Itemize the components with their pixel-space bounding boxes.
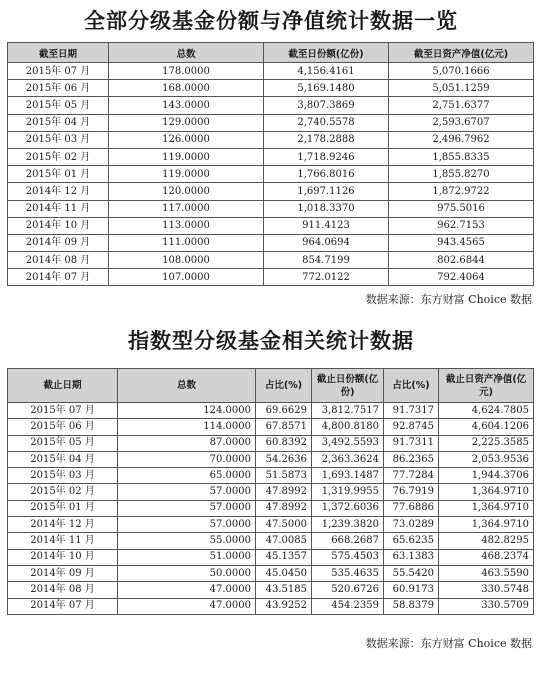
cell-nav: 2,053.9536 (439, 451, 534, 467)
header-count: 总数 (118, 369, 256, 403)
table-row (8, 148, 534, 165)
table-row (8, 183, 534, 200)
cell-count-ratio: 54.2636 (256, 451, 312, 467)
cell-nav: 2,496.7962 (389, 131, 534, 148)
cell-count: 57.0000 (118, 500, 256, 516)
cell-count: 87.0000 (118, 435, 256, 451)
cell-share: 854.7199 (264, 252, 389, 269)
fund-share-nav-table (7, 42, 534, 286)
table-row (8, 419, 534, 435)
cell-share: 772.0122 (264, 269, 389, 286)
cell-date: 2015年 03 月 (8, 131, 109, 148)
cell-nav: 330.5709 (439, 598, 534, 614)
table1-source-note: 数据来源：东方财富 Choice 数据 (365, 293, 532, 306)
cell-date: 2014年 10 月 (8, 217, 109, 234)
cell-share-ratio: 58.8379 (384, 598, 439, 614)
cell-share: 4,800.8180 (312, 419, 384, 435)
header-date: 截至日期 (8, 43, 109, 63)
cell-date: 2015年 07 月 (8, 63, 109, 80)
cell-share-ratio: 92.8745 (384, 419, 439, 435)
table-row (8, 217, 534, 234)
cell-date: 2014年 10 月 (8, 549, 118, 565)
cell-count: 129.0000 (109, 114, 264, 131)
cell-date: 2014年 07 月 (8, 598, 118, 614)
cell-nav: 975.5016 (389, 200, 534, 217)
cell-share: 3,807.3869 (264, 97, 389, 114)
cell-date: 2015年 05 月 (8, 435, 118, 451)
table-row (8, 565, 534, 581)
cell-nav: 962.7153 (389, 217, 534, 234)
cell-count-ratio: 45.1357 (256, 549, 312, 565)
table-row (8, 549, 534, 565)
table-row (8, 484, 534, 500)
cell-count: 47.0000 (118, 598, 256, 614)
cell-count: 124.0000 (118, 403, 256, 419)
cell-share-ratio: 63.1383 (384, 549, 439, 565)
cell-count-ratio: 43.5185 (256, 582, 312, 598)
header-count: 总数 (109, 43, 264, 63)
cell-share: 454.2359 (312, 598, 384, 614)
cell-date: 2014年 12 月 (8, 517, 118, 533)
cell-date: 2015年 07 月 (8, 403, 118, 419)
cell-share-ratio: 55.5420 (384, 565, 439, 581)
cell-share: 520.6726 (312, 582, 384, 598)
cell-share: 1,766.8016 (264, 166, 389, 183)
cell-count: 47.0000 (118, 582, 256, 598)
table1-title: 全部分级基金份额与净值统计数据一览 (84, 9, 458, 33)
cell-share: 1,319.9955 (312, 484, 384, 500)
table2-source-note: 数据来源：东方财富 Choice 数据 (365, 637, 532, 650)
cell-date: 2015年 02 月 (8, 148, 109, 165)
table-row (8, 598, 534, 614)
cell-nav: 1,872.9722 (389, 183, 534, 200)
table2-title: 指数型分级基金相关统计数据 (128, 329, 414, 353)
cell-count: 70.0000 (118, 451, 256, 467)
table-row (8, 200, 534, 217)
cell-count-ratio: 67.8571 (256, 419, 312, 435)
cell-count: 178.0000 (109, 63, 264, 80)
cell-date: 2015年 04 月 (8, 114, 109, 131)
cell-nav: 1,855.8335 (389, 148, 534, 165)
table1-header-row (8, 43, 534, 63)
cell-date: 2014年 11 月 (8, 200, 109, 217)
cell-date: 2014年 12 月 (8, 183, 109, 200)
cell-nav: 2,751.6377 (389, 97, 534, 114)
cell-date: 2015年 01 月 (8, 166, 109, 183)
cell-count-ratio: 51.5873 (256, 468, 312, 484)
cell-share-ratio: 77.6886 (384, 500, 439, 516)
cell-count: 168.0000 (109, 80, 264, 97)
header-date: 截止日期 (8, 369, 118, 403)
cell-count: 50.0000 (118, 565, 256, 581)
cell-share: 535.4635 (312, 565, 384, 581)
cell-nav: 1,944.3706 (439, 468, 534, 484)
cell-share: 3,812.7517 (312, 403, 384, 419)
cell-date: 2015年 05 月 (8, 97, 109, 114)
cell-count-ratio: 69.6629 (256, 403, 312, 419)
cell-share: 964.0694 (264, 234, 389, 251)
cell-nav: 468.2374 (439, 549, 534, 565)
cell-share: 575.4503 (312, 549, 384, 565)
cell-count-ratio: 47.8992 (256, 500, 312, 516)
cell-count-ratio: 47.0085 (256, 533, 312, 549)
header-nav: 截至日资产净值(亿元) (389, 43, 534, 63)
header-share: 截止日份额(亿份) (312, 369, 384, 403)
cell-nav: 482.8295 (439, 533, 534, 549)
header-nav: 截止日资产净值(亿元) (439, 369, 534, 403)
cell-nav: 4,624.7805 (439, 403, 534, 419)
cell-nav: 1,855.8270 (389, 166, 534, 183)
cell-share-ratio: 91.7317 (384, 403, 439, 419)
table-row (8, 500, 534, 516)
cell-share: 2,363.3624 (312, 451, 384, 467)
cell-date: 2015年 04 月 (8, 451, 118, 467)
cell-share: 1,239.3820 (312, 517, 384, 533)
table-row (8, 252, 534, 269)
cell-date: 2014年 07 月 (8, 269, 109, 286)
cell-share: 4,156.4161 (264, 63, 389, 80)
table-row (8, 533, 534, 549)
cell-nav: 2,593.6707 (389, 114, 534, 131)
cell-count: 111.0000 (109, 234, 264, 251)
cell-date: 2014年 09 月 (8, 565, 118, 581)
cell-share-ratio: 60.9173 (384, 582, 439, 598)
cell-share: 668.2687 (312, 533, 384, 549)
cell-nav: 1,364.9710 (439, 517, 534, 533)
cell-count-ratio: 45.0450 (256, 565, 312, 581)
cell-date: 2014年 09 月 (8, 234, 109, 251)
cell-nav: 463.5590 (439, 565, 534, 581)
cell-date: 2015年 02 月 (8, 484, 118, 500)
cell-share: 1,718.9246 (264, 148, 389, 165)
cell-date: 2014年 11 月 (8, 533, 118, 549)
cell-share: 1,697.1126 (264, 183, 389, 200)
cell-nav: 5,070.1666 (389, 63, 534, 80)
cell-count: 108.0000 (109, 252, 264, 269)
cell-share: 1,018.3370 (264, 200, 389, 217)
cell-nav: 1,364.9710 (439, 484, 534, 500)
cell-nav: 792.4064 (389, 269, 534, 286)
table-row (8, 451, 534, 467)
cell-count-ratio: 47.5000 (256, 517, 312, 533)
cell-nav: 943.4565 (389, 234, 534, 251)
table2-header-row (8, 369, 534, 403)
cell-nav: 2,225.3585 (439, 435, 534, 451)
cell-count: 120.0000 (109, 183, 264, 200)
cell-nav: 5,051.1259 (389, 80, 534, 97)
header-count-ratio: 占比(%) (256, 369, 312, 403)
cell-count: 126.0000 (109, 131, 264, 148)
cell-nav: 802.6844 (389, 252, 534, 269)
cell-nav: 4,604.1206 (439, 419, 534, 435)
table-row (8, 435, 534, 451)
cell-share: 2,178.2888 (264, 131, 389, 148)
cell-share: 5,169.1480 (264, 80, 389, 97)
table-row (8, 97, 534, 114)
cell-nav: 1,364.9710 (439, 500, 534, 516)
cell-share-ratio: 76.7919 (384, 484, 439, 500)
table-row (8, 517, 534, 533)
cell-share-ratio: 73.0289 (384, 517, 439, 533)
cell-count: 113.0000 (109, 217, 264, 234)
cell-count: 55.0000 (118, 533, 256, 549)
cell-count: 117.0000 (109, 200, 264, 217)
cell-share-ratio: 91.7311 (384, 435, 439, 451)
cell-share-ratio: 86.2365 (384, 451, 439, 467)
header-share-ratio: 占比(%) (384, 369, 439, 403)
cell-share: 1,693.1487 (312, 468, 384, 484)
cell-share: 911.4123 (264, 217, 389, 234)
table-row (8, 269, 534, 286)
index-fund-table (7, 368, 534, 615)
cell-count-ratio: 43.9252 (256, 598, 312, 614)
cell-count: 57.0000 (118, 484, 256, 500)
cell-date: 2014年 08 月 (8, 582, 118, 598)
header-share: 截至日份额(亿份) (264, 43, 389, 63)
table-row (8, 468, 534, 484)
cell-date: 2015年 01 月 (8, 500, 118, 516)
table-row (8, 80, 534, 97)
table-row (8, 582, 534, 598)
cell-count-ratio: 47.8992 (256, 484, 312, 500)
table-row (8, 166, 534, 183)
cell-share-ratio: 65.6235 (384, 533, 439, 549)
cell-count: 143.0000 (109, 97, 264, 114)
cell-count: 57.0000 (118, 517, 256, 533)
cell-count: 51.0000 (118, 549, 256, 565)
table-row (8, 114, 534, 131)
cell-count: 119.0000 (109, 166, 264, 183)
table-row (8, 131, 534, 148)
cell-nav: 330.5748 (439, 582, 534, 598)
cell-count: 107.0000 (109, 269, 264, 286)
cell-count: 114.0000 (118, 419, 256, 435)
cell-count: 119.0000 (109, 148, 264, 165)
cell-share-ratio: 77.7284 (384, 468, 439, 484)
cell-count: 65.0000 (118, 468, 256, 484)
cell-share: 1,372.6036 (312, 500, 384, 516)
table-row (8, 63, 534, 80)
cell-share: 2,740.5578 (264, 114, 389, 131)
table-row (8, 403, 534, 419)
cell-date: 2015年 03 月 (8, 468, 118, 484)
table-row (8, 234, 534, 251)
cell-date: 2014年 08 月 (8, 252, 109, 269)
cell-count-ratio: 60.8392 (256, 435, 312, 451)
cell-date: 2015年 06 月 (8, 80, 109, 97)
cell-date: 2015年 06 月 (8, 419, 118, 435)
cell-share: 3,492.5593 (312, 435, 384, 451)
